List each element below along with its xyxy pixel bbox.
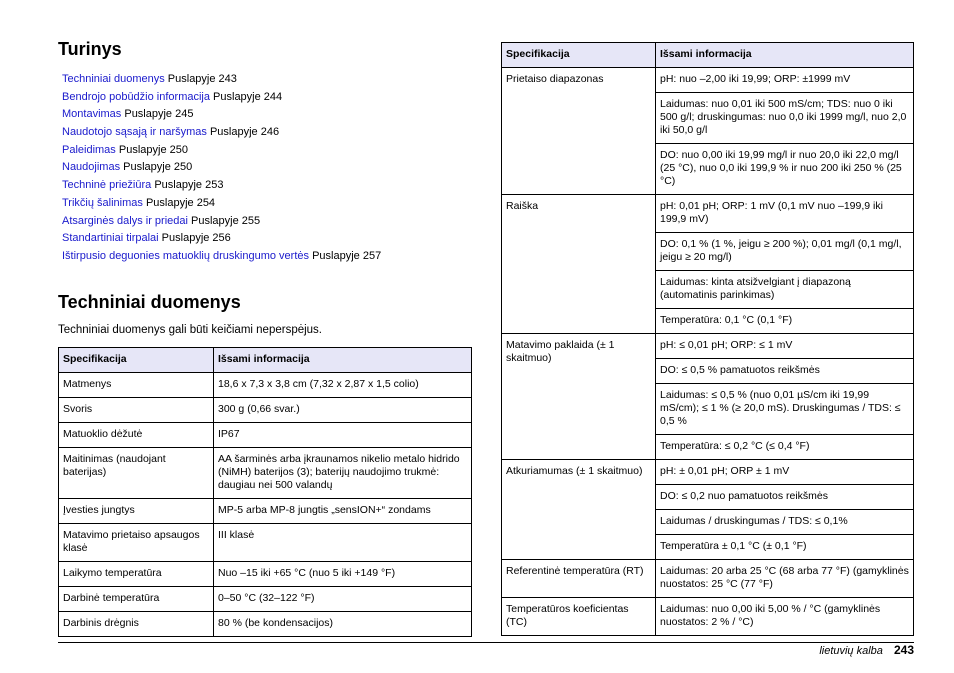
detail-cell: pH: ≤ 0,01 pH; ORP: ≤ 1 mV: [656, 334, 914, 359]
detail-cell: AA šarminės arba įkraunamos nikelio metalo hidrido (NiMH) baterijos (3); baterijų naudojimo trukmė: daugiau nei 500 valandų: [214, 447, 472, 498]
toc-page-ref: Puslapyje 250: [120, 161, 193, 174]
table-row: [59, 447, 472, 498]
table-row: [59, 611, 472, 636]
page-footer: [819, 643, 914, 658]
toc-item: [62, 178, 472, 196]
toc-link[interactable]: Paleidimas: [62, 143, 116, 156]
toc-page-ref: Puslapyje 243: [164, 73, 237, 85]
spec-cell: Matavimo prietaiso apsaugos klasė: [59, 523, 214, 561]
table-row: [59, 372, 472, 397]
detail-cell: Temperatūra: ≤ 0,2 °C (≤ 0,4 °F): [656, 435, 914, 460]
toc-page-ref: Puslapyje 244: [209, 90, 283, 103]
toc-item: [62, 231, 472, 249]
detail-cell: pH: nuo –2,00 iki 19,99; ORP: ±1999 mV: [656, 68, 914, 93]
table-row: [59, 586, 472, 611]
detail-cell: DO: nuo 0,00 iki 19,99 mg/l ir nuo 20,0 iki 22,0 mg/l (25 °C), nuo 0,0 iki 199,9 % ir nuo 200 iki 250 % (25 °C): [656, 144, 914, 195]
detail-cell: Laidumas: 20 arba 25 °C (68 arba 77 °F) (gamyklinės nuostatos: 25 °C (77 °F): [656, 560, 914, 598]
column-header-spec: Specifikacija: [59, 347, 214, 372]
table-row: [502, 560, 914, 598]
detail-cell: III klasė: [214, 523, 472, 561]
table-header-row: [502, 43, 914, 68]
toc-item: [62, 125, 472, 143]
toc-link[interactable]: Naudojimas: [62, 161, 121, 174]
toc-page-ref: Puslapyje 253: [151, 179, 224, 192]
detail-cell: Laidumas: nuo 0,00 iki 5,00 % / °C (gamyklinės nuostatos: 2 % / °C): [656, 598, 914, 636]
left-column: [58, 38, 472, 637]
detail-cell: 80 % (be kondensacijos): [214, 611, 472, 636]
toc-page-ref: Puslapyje 250: [115, 143, 188, 156]
detail-cell: Nuo –15 iki +65 °C (nuo 5 iki +149 °F): [214, 561, 472, 586]
column-header-details: Išsami informacija: [656, 43, 914, 68]
toc-link[interactable]: Standartiniai tirpalai: [62, 232, 159, 245]
toc-page-ref: Puslapyje 256: [158, 232, 231, 245]
toc-link[interactable]: Naudotojo sąsają ir naršymas: [62, 126, 207, 139]
toc-page-ref: Puslapyje 246: [206, 126, 280, 139]
toc-link[interactable]: Montavimas: [62, 108, 122, 121]
detail-cell: DO: ≤ 0,2 nuo pamatuotos reikšmės: [656, 485, 914, 510]
spec-cell: Prietaiso diapazonas: [502, 68, 656, 195]
toc-item: [62, 214, 472, 232]
toc-page-ref: Puslapyje 254: [142, 196, 216, 209]
spec-cell: Raiška: [502, 195, 656, 334]
toc-item: [62, 72, 472, 90]
spec-cell: Matmenys: [59, 372, 214, 397]
toc-item: [62, 90, 472, 108]
spec-cell: Svoris: [59, 397, 214, 422]
footer-rule: [58, 642, 914, 643]
spec-cell: Įvesties jungtys: [59, 498, 214, 523]
detail-cell: pH: ± 0,01 pH; ORP ± 1 mV: [656, 460, 914, 485]
toc-link[interactable]: Ištirpusio deguonies matuoklių druskingumo vertės: [62, 249, 310, 262]
detail-cell: Laidumas: nuo 0,01 iki 500 mS/cm; TDS: nuo 0 iki 500 g/l; druskingumas: nuo 0,0 iki 1999 mg/l, nuo 2,0 iki 50,0 g/l: [656, 93, 914, 144]
detail-cell: Laidumas: kinta atsižvelgiant į diapazoną (automatinis parinkimas): [656, 271, 914, 309]
toc-title: Turinys: [58, 39, 122, 59]
detail-cell: DO: 0,1 % (1 %, jeigu ≥ 200 %); 0,01 mg/l (0,1 mg/l, jeigu ≥ 20 mg/l): [656, 233, 914, 271]
toc-item: [62, 249, 472, 267]
toc-item: [62, 143, 472, 161]
detail-cell: pH: 0,01 pH; ORP: 1 mV (0,1 mV nuo –199,9 iki 199,9 mV): [656, 195, 914, 233]
spec-cell: Maitinimas (naudojant baterijas): [59, 447, 214, 498]
spec-cell: Laikymo temperatūra: [59, 561, 214, 586]
section-title: Techniniai duomenys: [58, 291, 241, 312]
spec-table-general: [58, 347, 472, 637]
toc-link[interactable]: Bendrojo pobūdžio informacija: [62, 90, 210, 103]
detail-cell: Laidumas / druskingumas / TDS: ≤ 0,1%: [656, 510, 914, 535]
table-row: [59, 498, 472, 523]
table-row: [502, 334, 914, 359]
detail-cell: 0–50 °C (32–122 °F): [214, 586, 472, 611]
table-row: [59, 397, 472, 422]
detail-cell: 300 g (0,66 svar.): [214, 397, 472, 422]
table-header-row: [59, 347, 472, 372]
column-header-spec: Specifikacija: [502, 43, 656, 68]
table-row: [59, 561, 472, 586]
section-intro: Techniniai duomenys gali būti keičiami neperspėjus.: [58, 323, 323, 336]
spec-cell: Matuoklio dėžutė: [59, 422, 214, 447]
table-row: [502, 598, 914, 636]
spec-cell: Atkuriamumas (± 1 skaitmuo): [502, 460, 656, 560]
detail-cell: Laidumas: ≤ 0,5 % (nuo 0,01 µS/cm iki 19,99 mS/cm); ≤ 1 % (≥ 20,0 mS). Druskingumas / TDS: ≤ 0,5 %: [656, 384, 914, 435]
page-number: 243: [893, 643, 914, 657]
table-row: [502, 460, 914, 485]
detail-cell: Temperatūra: 0,1 °C (0,1 °F): [656, 309, 914, 334]
spec-cell: Referentinė temperatūra (RT): [502, 560, 656, 598]
table-row: [59, 422, 472, 447]
toc-list: [62, 72, 472, 267]
detail-cell: IP67: [214, 422, 472, 447]
toc-item: [62, 107, 472, 125]
toc-link[interactable]: Techniniai duomenys: [62, 73, 165, 85]
spec-cell: Darbinis drėgnis: [59, 611, 214, 636]
footer-language: lietuvių kalba: [819, 645, 883, 657]
right-column: [501, 42, 914, 636]
toc-item: [62, 196, 472, 214]
table-row: [502, 68, 914, 93]
toc-page-ref: Puslapyje 245: [121, 108, 194, 121]
spec-cell: Darbinė temperatūra: [59, 586, 214, 611]
column-header-details: Išsami informacija: [214, 347, 472, 372]
detail-cell: 18,6 x 7,3 x 3,8 cm (7,32 x 2,87 x 1,5 colio): [214, 372, 472, 397]
spec-cell: Temperatūros koeficientas (TC): [502, 598, 656, 636]
detail-cell: DO: ≤ 0,5 % pamatuotos reikšmės: [656, 359, 914, 384]
toc-link[interactable]: Trikčių šalinimas: [62, 196, 143, 209]
spec-cell: Matavimo paklaida (± 1 skaitmuo): [502, 334, 656, 460]
toc-page-ref: Puslapyje 257: [309, 249, 382, 262]
detail-cell: Temperatūra ± 0,1 °C (± 0,1 °F): [656, 535, 914, 560]
detail-cell: MP-5 arba MP-8 jungtis „sensION+“ zondams: [214, 498, 472, 523]
toc-page-ref: Puslapyje 255: [187, 214, 261, 227]
toc-item: [62, 160, 472, 178]
toc-link[interactable]: Techninė priežiūra: [62, 179, 152, 192]
table-row: [502, 195, 914, 233]
table-row: [59, 523, 472, 561]
toc-link[interactable]: Atsarginės dalys ir priedai: [62, 214, 188, 227]
spec-table-measurement: [501, 42, 914, 636]
